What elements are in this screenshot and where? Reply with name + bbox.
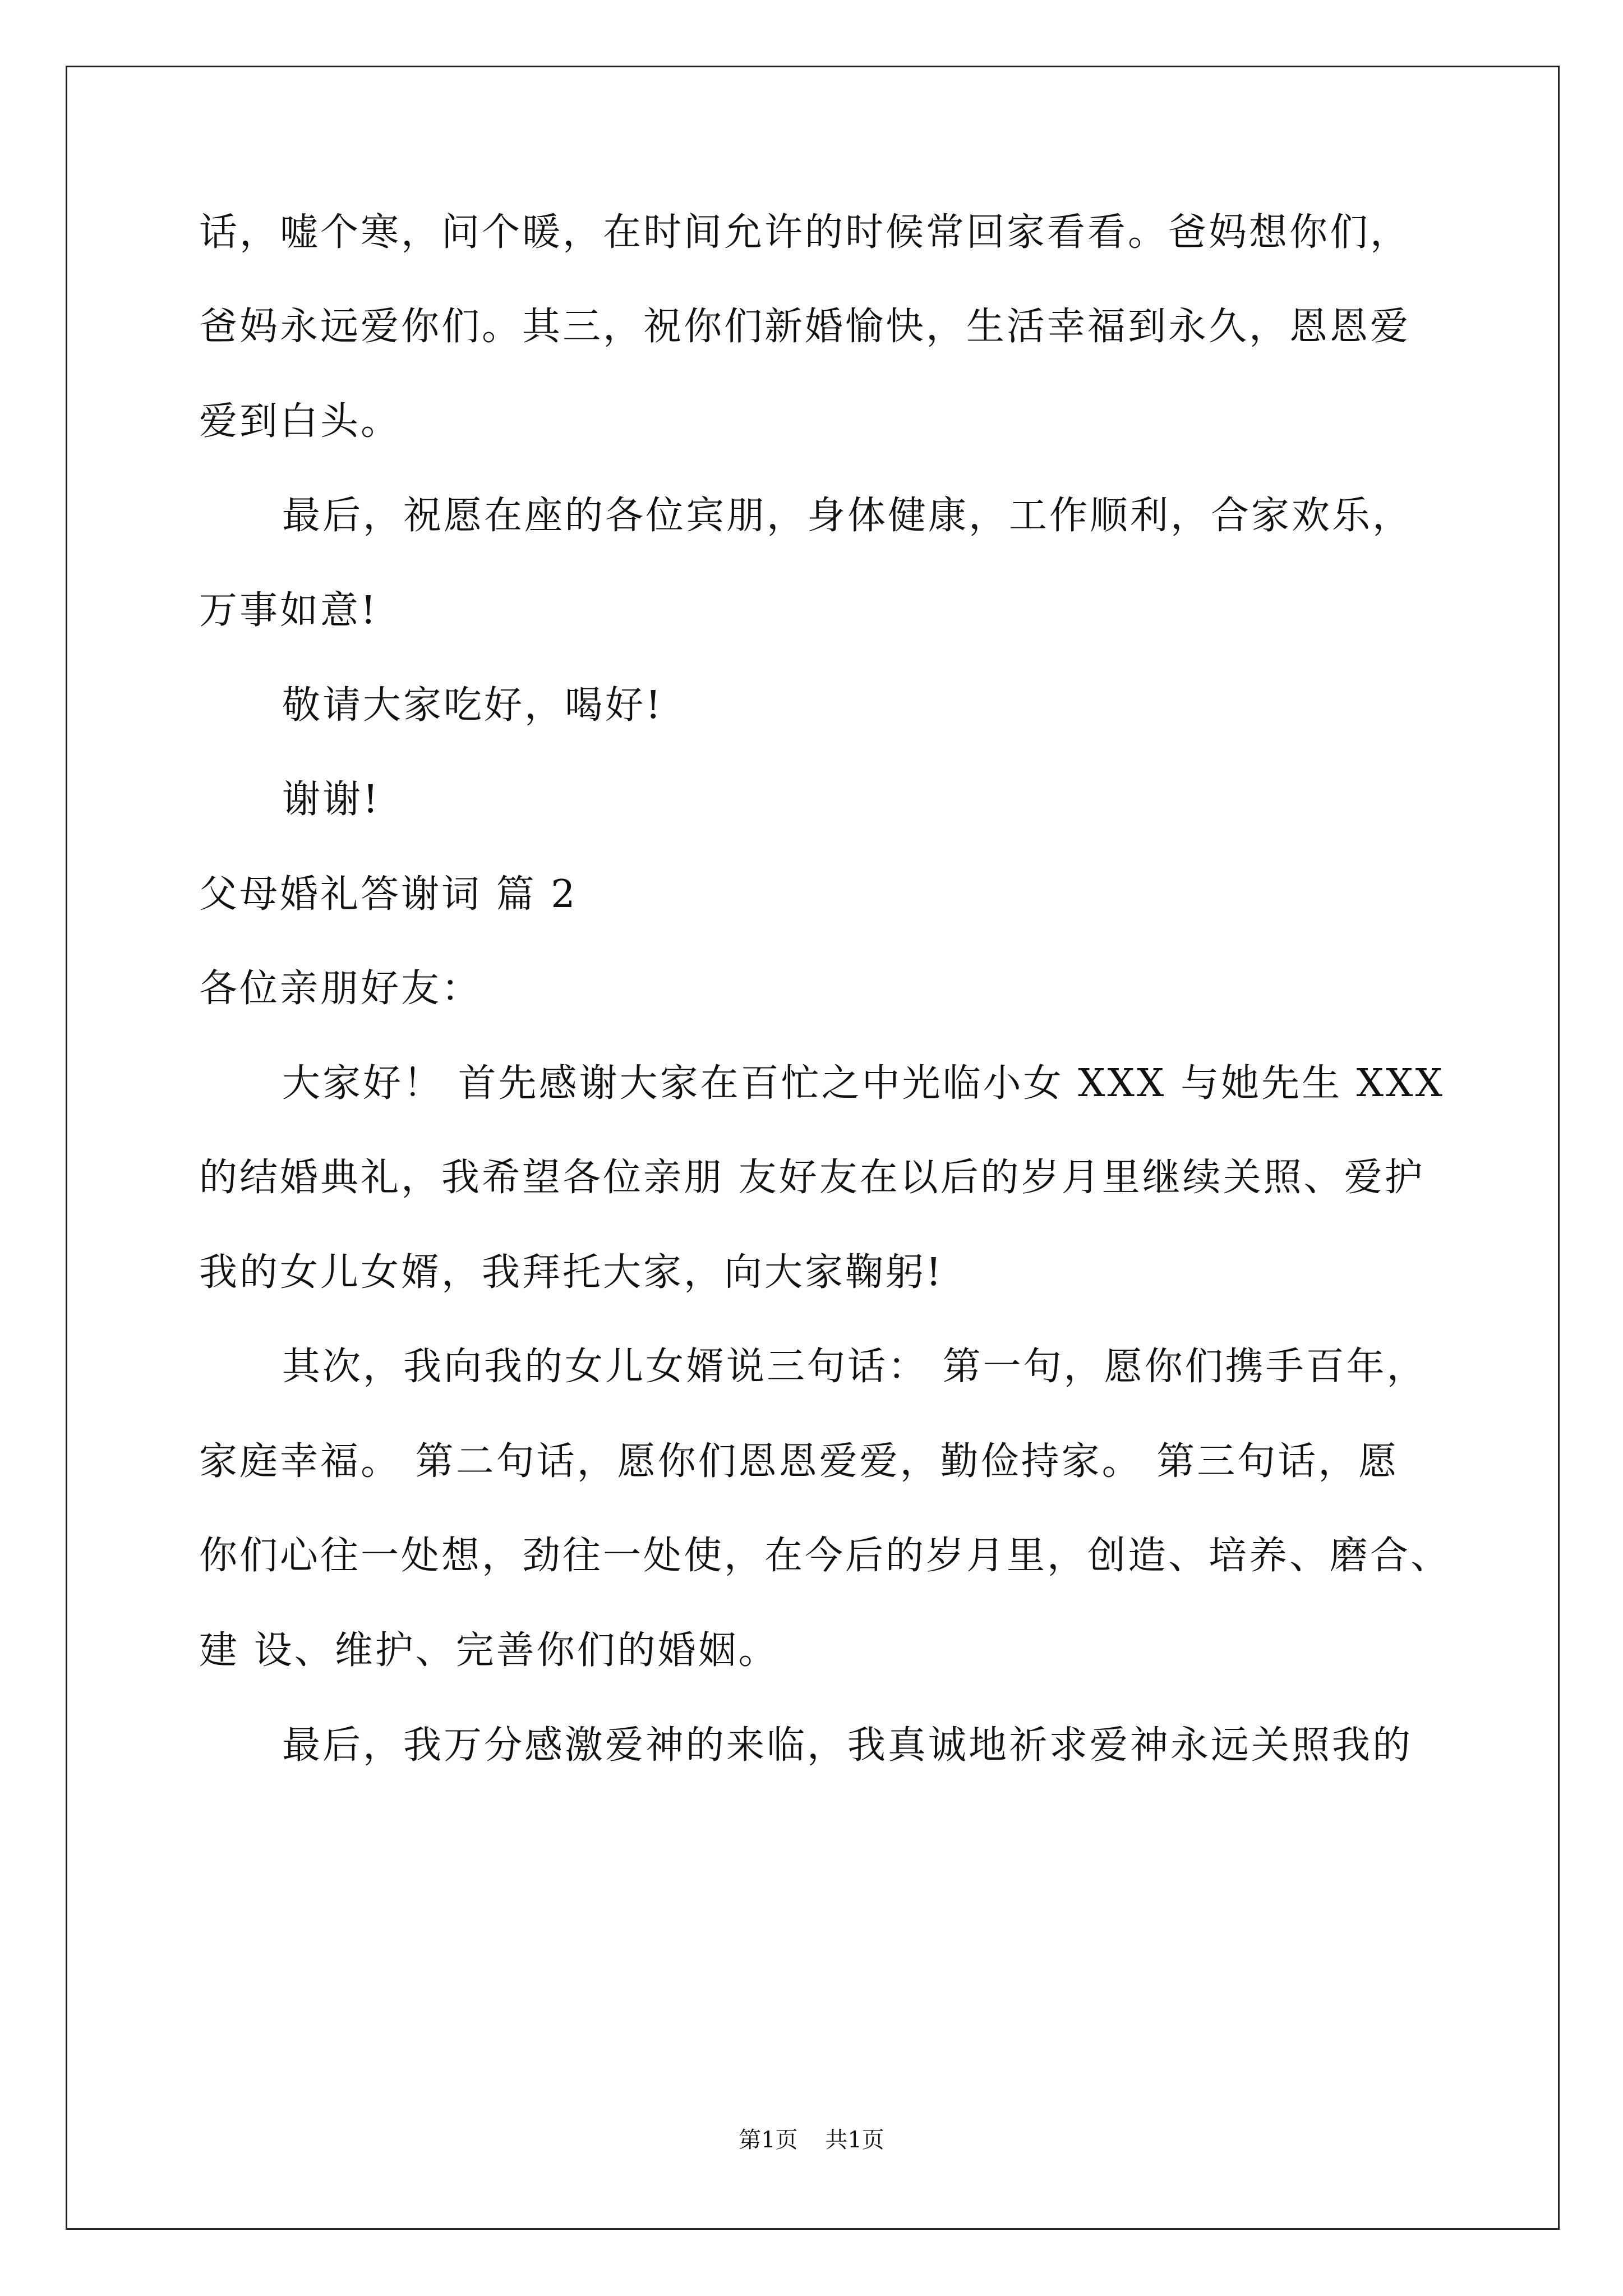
page-number-total: 共1页 — [825, 2127, 884, 2153]
text-line: 谢谢! — [282, 777, 381, 822]
text-line: 最后，我万分感激爱神的来临，我真诚地祈求爱神永远关照我的 — [282, 1723, 1413, 1768]
text-line: 敬请大家吃好，喝好! — [282, 683, 663, 728]
text-line: 万事如意! — [199, 588, 379, 633]
text-line: 话，嘘个寒，问个暖，在时间允许的时候常回家看看。爸妈想你们， — [199, 210, 1411, 255]
text-line: 最后，祝愿在座的各位宾朋，身体健康，工作顺利，合家欢乐， — [282, 494, 1413, 538]
text-line: 的结婚典礼，我希望各位亲朋 友好友在以后的岁月里继续关照、爱护 — [199, 1156, 1425, 1200]
page-number-current: 第1页 — [739, 2127, 798, 2153]
text-line: 其次，我向我的女儿女婿说三句话： 第一句，愿你们携手百年， — [282, 1345, 1427, 1389]
page-footer — [0, 2126, 1623, 2154]
text-line: 你们心往一处想，劲往一处使，在今后的岁月里，创造、培养、磨合、 — [199, 1534, 1451, 1578]
salutation: 各位亲朋好友： — [199, 967, 482, 1011]
text-line: 建 设、维护、完善你们的婚姻。 — [199, 1628, 779, 1673]
text-line: 大家好！ 首先感谢大家在百忙之中光临小女 XXX 与她先生 XXX — [282, 1061, 1445, 1106]
text-line: 我的女儿女婿，我拜托大家，向大家鞠躬! — [199, 1250, 944, 1295]
section-heading: 父母婚礼答谢词 篇 2 — [199, 872, 578, 917]
text-line: 爸妈永远爱你们。其三，祝你们新婚愉快，生活幸福到永久，恩恩爱 — [199, 305, 1411, 349]
text-line: 爱到白头。 — [199, 399, 402, 444]
text-line: 家庭幸福。 第二句话，愿你们恩恩爱爱，勤俭持家。 第三句话，愿 — [199, 1439, 1399, 1484]
page-border — [66, 66, 1560, 2230]
